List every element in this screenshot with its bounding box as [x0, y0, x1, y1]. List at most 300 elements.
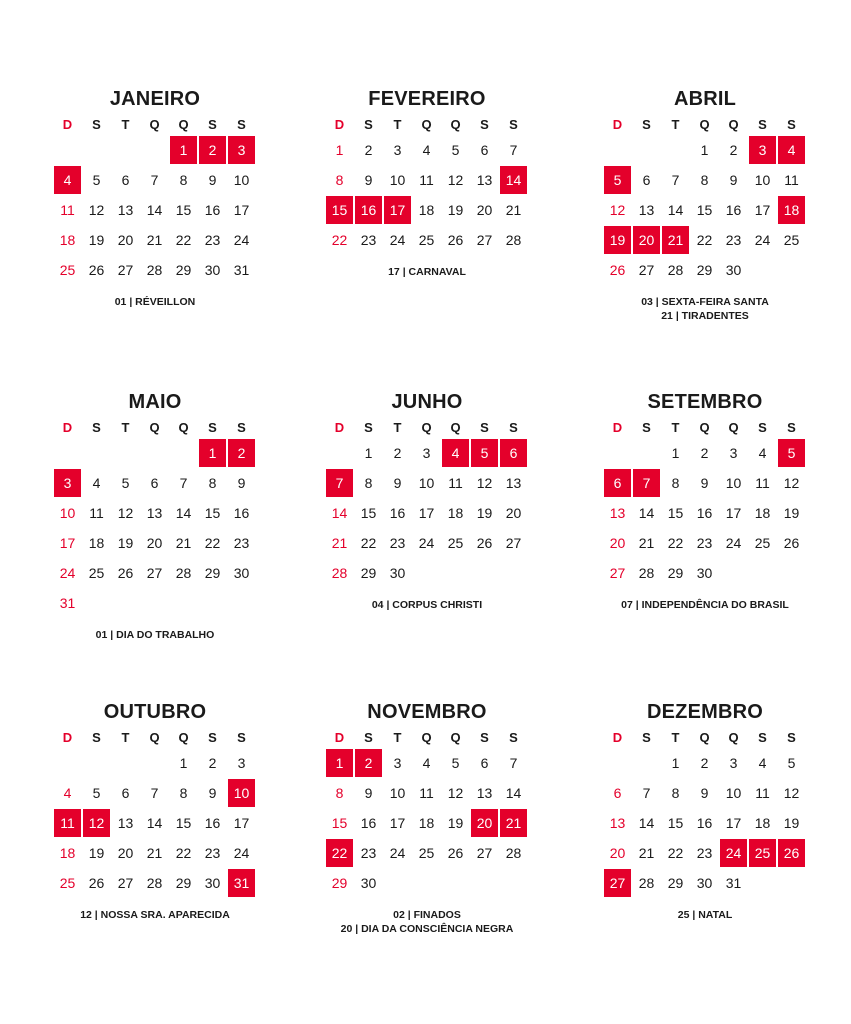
day-cell: 25 [59, 875, 76, 891]
day-cell: 11 [89, 505, 104, 521]
empty-cell [111, 438, 140, 468]
weekday-label: T [671, 729, 680, 745]
day-cell: 7 [179, 475, 188, 491]
day-cell: 4 [758, 755, 767, 771]
day-cell: 8 [364, 475, 373, 491]
day-cell: 5 [121, 475, 130, 491]
holiday-day: 20 [632, 225, 661, 255]
holiday-day: 3 [53, 468, 82, 498]
month-setembro [603, 388, 807, 612]
month-title: SETEMBRO [647, 391, 763, 413]
holiday-day: 31 [227, 868, 256, 898]
day-cell: 17 [59, 535, 76, 551]
holiday-day: 6 [603, 468, 632, 498]
day-cell: 23 [360, 232, 377, 248]
day-cell: 23 [725, 232, 742, 248]
holiday-note: 02 | FINADOS [393, 909, 461, 921]
day-cell: 26 [609, 262, 626, 278]
holiday-day: 27 [603, 868, 632, 898]
day-cell: 16 [204, 815, 221, 831]
empty-cell [111, 748, 140, 778]
day-cell: 16 [233, 505, 250, 521]
day-cell: 20 [117, 845, 134, 861]
day-cell: 9 [729, 172, 738, 188]
weekday-label: T [393, 419, 402, 435]
day-cell: 2 [700, 445, 709, 461]
day-cell: 11 [419, 172, 434, 188]
holiday-day: 5 [777, 438, 806, 468]
weekday-label: T [671, 419, 680, 435]
day-cell: 3 [729, 755, 738, 771]
holiday-day: 17 [383, 195, 412, 225]
day-cell: 14 [667, 202, 684, 218]
day-cell: 13 [117, 815, 134, 831]
day-cell: 19 [88, 845, 105, 861]
weekday-label: Q [728, 419, 739, 435]
weekday-label: Q [421, 729, 432, 745]
day-cell: 21 [146, 845, 163, 861]
day-cell: 29 [667, 565, 684, 581]
empty-cell [111, 135, 140, 165]
holiday-notes [53, 628, 257, 642]
day-cell: 28 [146, 262, 163, 278]
day-grid [325, 748, 529, 898]
weekday-label: D [612, 419, 623, 435]
day-cell: 12 [476, 475, 493, 491]
day-cell: 26 [117, 565, 134, 581]
day-cell: 27 [609, 565, 626, 581]
holiday-notes [53, 908, 257, 922]
month-fevereiro [325, 85, 529, 279]
holiday-day: 1 [198, 438, 227, 468]
day-cell: 22 [667, 535, 684, 551]
day-cell: 10 [389, 172, 406, 188]
day-cell: 13 [476, 785, 493, 801]
day-cell: 31 [59, 595, 76, 611]
day-cell: 29 [667, 875, 684, 891]
day-cell: 22 [667, 845, 684, 861]
holiday-day: 7 [325, 468, 354, 498]
holiday-day: 3 [227, 135, 256, 165]
day-cell: 10 [59, 505, 76, 521]
day-cell: 29 [696, 262, 713, 278]
day-grid [603, 748, 807, 898]
day-cell: 7 [509, 142, 518, 158]
day-cell: 28 [638, 875, 655, 891]
day-cell: 30 [696, 875, 713, 891]
holiday-day: 7 [632, 468, 661, 498]
weekday-label: Q [728, 116, 739, 132]
day-cell: 23 [389, 535, 406, 551]
day-cell: 2 [208, 755, 217, 771]
day-cell: 26 [476, 535, 493, 551]
weekday-label: D [334, 419, 345, 435]
holiday-note: 25 | NATAL [677, 909, 733, 921]
weekday-label: D [612, 729, 623, 745]
weekday-label: S [642, 419, 651, 435]
day-cell: 24 [233, 845, 250, 861]
day-cell: 23 [233, 535, 250, 551]
day-cell: 17 [754, 202, 771, 218]
day-grid [603, 135, 807, 285]
weekday-header [53, 113, 257, 135]
weekday-label: S [208, 419, 217, 435]
day-cell: 3 [237, 755, 246, 771]
day-cell: 8 [671, 475, 680, 491]
day-cell: 9 [237, 475, 246, 491]
weekday-label: S [364, 419, 373, 435]
day-cell: 30 [204, 875, 221, 891]
weekday-label: S [208, 729, 217, 745]
empty-cell [603, 438, 632, 468]
day-cell: 21 [146, 232, 163, 248]
day-cell: 24 [418, 535, 435, 551]
day-cell: 27 [117, 262, 134, 278]
day-cell: 14 [146, 815, 163, 831]
day-grid [603, 438, 807, 588]
empty-cell [661, 135, 690, 165]
day-cell: 18 [754, 505, 771, 521]
holiday-day: 5 [470, 438, 499, 468]
day-cell: 30 [725, 262, 742, 278]
day-cell: 26 [447, 845, 464, 861]
day-cell: 10 [418, 475, 435, 491]
day-cell: 13 [505, 475, 522, 491]
empty-cell [140, 748, 169, 778]
empty-cell [603, 748, 632, 778]
month-title: DEZEMBRO [646, 701, 764, 723]
holiday-day: 19 [603, 225, 632, 255]
day-cell: 7 [150, 172, 159, 188]
weekday-header [603, 416, 807, 438]
day-cell: 21 [638, 845, 655, 861]
day-cell: 23 [696, 535, 713, 551]
month-title: JUNHO [391, 391, 463, 413]
day-cell: 9 [364, 172, 373, 188]
day-cell: 7 [150, 785, 159, 801]
weekday-label: D [62, 116, 73, 132]
empty-cell [632, 748, 661, 778]
day-grid [53, 438, 257, 618]
holiday-day: 4 [777, 135, 806, 165]
day-cell: 31 [725, 875, 742, 891]
holiday-day: 2 [198, 135, 227, 165]
day-cell: 21 [331, 535, 348, 551]
month-novembro [325, 698, 529, 936]
day-cell: 28 [175, 565, 192, 581]
day-cell: 23 [204, 232, 221, 248]
day-cell: 1 [700, 142, 709, 158]
weekday-header [325, 113, 529, 135]
holiday-day: 3 [748, 135, 777, 165]
weekday-label: S [92, 419, 101, 435]
month-maio [53, 388, 257, 642]
day-cell: 15 [175, 815, 192, 831]
month-title: FEVEREIRO [368, 88, 486, 110]
holiday-notes [603, 908, 807, 922]
day-cell: 13 [609, 815, 626, 831]
weekday-label: Q [450, 419, 461, 435]
day-cell: 4 [758, 445, 767, 461]
day-cell: 1 [179, 755, 188, 771]
day-cell: 16 [696, 815, 713, 831]
day-cell: 11 [755, 475, 770, 491]
month-title: NOVEMBRO [367, 701, 487, 723]
day-cell: 2 [393, 445, 402, 461]
weekday-label: T [121, 419, 130, 435]
holiday-notes [325, 908, 529, 936]
day-cell: 14 [505, 785, 522, 801]
day-cell: 7 [509, 755, 518, 771]
weekday-label: D [334, 729, 345, 745]
day-cell: 23 [696, 845, 713, 861]
day-cell: 20 [146, 535, 163, 551]
day-cell: 31 [233, 262, 250, 278]
day-cell: 24 [725, 535, 742, 551]
day-cell: 17 [389, 815, 406, 831]
day-cell: 12 [783, 785, 800, 801]
day-cell: 21 [638, 535, 655, 551]
day-cell: 30 [233, 565, 250, 581]
weekday-label: D [62, 419, 73, 435]
day-cell: 29 [175, 262, 192, 278]
empty-cell [140, 135, 169, 165]
day-cell: 16 [725, 202, 742, 218]
day-cell: 8 [700, 172, 709, 188]
weekday-label: S [787, 116, 796, 132]
day-cell: 16 [204, 202, 221, 218]
day-cell: 2 [364, 142, 373, 158]
holiday-note: 12 | NOSSA SRA. APARECIDA [80, 909, 230, 921]
day-cell: 17 [725, 505, 742, 521]
day-cell: 22 [175, 232, 192, 248]
weekday-label: T [121, 116, 130, 132]
day-cell: 22 [331, 232, 348, 248]
day-cell: 5 [92, 785, 101, 801]
day-cell: 11 [60, 202, 75, 218]
day-cell: 29 [360, 565, 377, 581]
weekday-label: Q [699, 419, 710, 435]
weekday-label: S [758, 116, 767, 132]
weekday-label: T [393, 116, 402, 132]
weekday-label: D [612, 116, 623, 132]
empty-cell [169, 438, 198, 468]
day-cell: 23 [360, 845, 377, 861]
day-cell: 10 [389, 785, 406, 801]
weekday-label: Q [149, 116, 160, 132]
day-cell: 10 [754, 172, 771, 188]
day-cell: 19 [783, 505, 800, 521]
day-cell: 15 [696, 202, 713, 218]
day-cell: 7 [671, 172, 680, 188]
month-outubro [53, 698, 257, 922]
day-cell: 25 [754, 535, 771, 551]
day-cell: 27 [117, 875, 134, 891]
weekday-label: S [787, 729, 796, 745]
weekday-label: S [787, 419, 796, 435]
weekday-label: S [92, 729, 101, 745]
day-cell: 30 [696, 565, 713, 581]
holiday-day: 14 [499, 165, 528, 195]
day-cell: 26 [783, 535, 800, 551]
empty-cell [82, 438, 111, 468]
holiday-day: 5 [603, 165, 632, 195]
holiday-note: 20 | DIA DA CONSCIÊNCIA NEGRA [340, 923, 514, 935]
day-cell: 20 [505, 505, 522, 521]
holiday-notes [325, 265, 529, 279]
empty-cell [53, 135, 82, 165]
weekday-label: S [642, 116, 651, 132]
day-cell: 8 [179, 785, 188, 801]
empty-cell [82, 135, 111, 165]
holiday-day: 4 [441, 438, 470, 468]
day-cell: 11 [784, 172, 799, 188]
day-cell: 25 [59, 262, 76, 278]
empty-cell [140, 438, 169, 468]
holiday-day: 26 [777, 838, 806, 868]
holiday-day: 20 [470, 808, 499, 838]
empty-cell [82, 748, 111, 778]
holiday-day: 12 [82, 808, 111, 838]
holiday-notes [603, 598, 807, 612]
empty-cell [632, 135, 661, 165]
day-cell: 15 [204, 505, 221, 521]
day-cell: 9 [700, 785, 709, 801]
day-cell: 12 [609, 202, 626, 218]
day-cell: 29 [204, 565, 221, 581]
day-cell: 18 [59, 845, 76, 861]
day-cell: 29 [331, 875, 348, 891]
day-cell: 6 [613, 785, 622, 801]
weekday-label: S [208, 116, 217, 132]
weekday-label: S [758, 729, 767, 745]
holiday-day: 18 [777, 195, 806, 225]
holiday-note: 04 | CORPUS CHRISTI [371, 599, 483, 611]
day-cell: 6 [150, 475, 159, 491]
day-cell: 18 [754, 815, 771, 831]
day-cell: 4 [92, 475, 101, 491]
day-cell: 15 [667, 505, 684, 521]
day-cell: 19 [447, 815, 464, 831]
empty-cell [53, 438, 82, 468]
month-janeiro [53, 85, 257, 309]
day-cell: 11 [755, 785, 770, 801]
day-cell: 3 [729, 445, 738, 461]
day-cell: 18 [418, 815, 435, 831]
holiday-notes [53, 295, 257, 309]
day-cell: 12 [447, 785, 464, 801]
day-cell: 17 [233, 202, 250, 218]
day-cell: 3 [393, 142, 402, 158]
day-cell: 25 [418, 232, 435, 248]
day-cell: 22 [696, 232, 713, 248]
holiday-day: 10 [227, 778, 256, 808]
holiday-day: 4 [53, 165, 82, 195]
weekday-label: S [509, 419, 518, 435]
day-cell: 18 [59, 232, 76, 248]
day-cell: 8 [179, 172, 188, 188]
day-cell: 15 [175, 202, 192, 218]
weekday-label: S [758, 419, 767, 435]
weekday-label: Q [699, 116, 710, 132]
empty-cell [603, 135, 632, 165]
holiday-day: 1 [325, 748, 354, 778]
day-cell: 28 [146, 875, 163, 891]
day-cell: 26 [88, 875, 105, 891]
day-cell: 25 [783, 232, 800, 248]
day-grid [53, 748, 257, 898]
day-cell: 28 [638, 565, 655, 581]
day-cell: 9 [364, 785, 373, 801]
weekday-label: T [121, 729, 130, 745]
day-cell: 12 [783, 475, 800, 491]
day-cell: 9 [208, 172, 217, 188]
day-cell: 27 [476, 232, 493, 248]
day-cell: 24 [389, 232, 406, 248]
holiday-day: 11 [53, 808, 82, 838]
weekday-label: T [393, 729, 402, 745]
day-cell: 26 [88, 262, 105, 278]
day-cell: 18 [88, 535, 105, 551]
holiday-day: 24 [719, 838, 748, 868]
day-cell: 6 [642, 172, 651, 188]
day-cell: 30 [389, 565, 406, 581]
day-cell: 7 [642, 785, 651, 801]
day-cell: 13 [609, 505, 626, 521]
weekday-label: S [509, 116, 518, 132]
day-cell: 26 [447, 232, 464, 248]
day-cell: 4 [63, 785, 72, 801]
day-cell: 2 [700, 755, 709, 771]
day-cell: 28 [505, 232, 522, 248]
weekday-label: Q [421, 419, 432, 435]
day-cell: 3 [422, 445, 431, 461]
day-cell: 10 [725, 785, 742, 801]
day-cell: 13 [476, 172, 493, 188]
weekday-label: Q [450, 729, 461, 745]
day-cell: 13 [638, 202, 655, 218]
day-cell: 30 [204, 262, 221, 278]
day-cell: 10 [233, 172, 250, 188]
day-cell: 6 [480, 142, 489, 158]
day-cell: 17 [725, 815, 742, 831]
day-cell: 4 [422, 755, 431, 771]
month-title: MAIO [128, 391, 182, 413]
day-cell: 28 [667, 262, 684, 278]
holiday-day: 1 [169, 135, 198, 165]
day-cell: 24 [754, 232, 771, 248]
month-abril [603, 85, 807, 323]
empty-cell [632, 438, 661, 468]
weekday-label: S [364, 116, 373, 132]
weekday-label: S [509, 729, 518, 745]
month-title: ABRIL [673, 88, 737, 110]
weekday-label: T [671, 116, 680, 132]
day-cell: 5 [451, 755, 460, 771]
day-cell: 9 [700, 475, 709, 491]
holiday-notes [325, 598, 529, 612]
day-cell: 9 [393, 475, 402, 491]
day-cell: 28 [331, 565, 348, 581]
day-cell: 14 [638, 815, 655, 831]
weekday-label: S [480, 729, 489, 745]
day-cell: 27 [638, 262, 655, 278]
day-cell: 22 [360, 535, 377, 551]
day-cell: 8 [208, 475, 217, 491]
day-cell: 25 [418, 845, 435, 861]
day-cell: 29 [175, 875, 192, 891]
day-cell: 20 [117, 232, 134, 248]
